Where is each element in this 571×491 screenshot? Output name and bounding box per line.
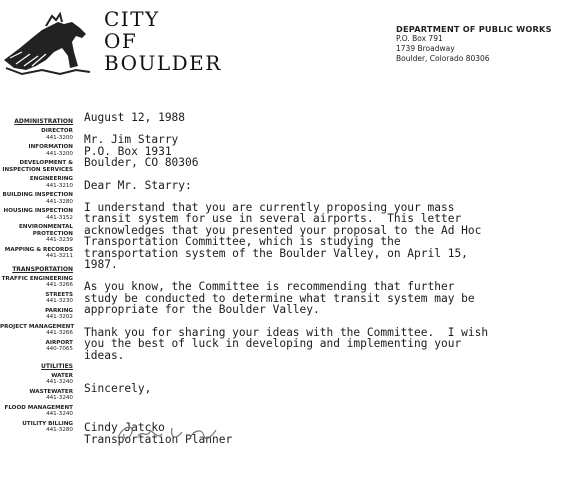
directory-phone: 441-3240 — [46, 395, 73, 401]
directory-phone: 441-3210 — [46, 182, 73, 189]
directory-heading: UTILITIES — [41, 362, 73, 370]
directory-label: ENVIRONMENTAL PROTECTION — [18, 224, 73, 237]
paragraph-line: 1987. — [84, 258, 118, 272]
directory-label: WASTEWATER — [29, 388, 73, 395]
directory-label: INFORMATION — [28, 144, 73, 150]
directory-label: UTILITY BILLING — [22, 420, 73, 427]
closing: Sincerely, — [84, 381, 152, 395]
recipient-line: Mr. Jim Starry — [84, 133, 179, 147]
paragraph-line: I understand that you are currently proposing your mass — [84, 201, 455, 215]
directory-label: ENGINEERING — [29, 176, 73, 182]
letter-date: August 12, 1988 — [84, 111, 186, 124]
address-line: P.O. Box 791 — [396, 34, 443, 43]
city-logo — [2, 8, 94, 80]
city-name-line: BOULDER — [104, 51, 222, 75]
department-address — [396, 24, 552, 64]
department-directory — [0, 118, 73, 437]
salutation: Dear Mr. Starry: — [84, 178, 192, 192]
city-name-line: CITY — [104, 7, 160, 31]
paragraph-line: transit system for use in several airports. This letter — [84, 212, 462, 226]
paragraph — [84, 202, 564, 270]
handwritten-signature — [112, 418, 222, 446]
directory-label: MAPPING & RECORDS — [4, 246, 73, 253]
directory-label: PARKING — [45, 307, 73, 314]
city-name — [104, 8, 222, 74]
paragraph — [84, 281, 564, 315]
paragraph-line: study be conducted to determine what transit system may be — [84, 291, 475, 305]
directory-phone: 441-3200 — [46, 134, 73, 141]
recipient-line: Boulder, CO 80306 — [84, 156, 199, 170]
address-line: Boulder, Colorado 80306 — [396, 54, 490, 63]
paragraph-line: As you know, the Committee is recommending that further — [84, 280, 455, 294]
directory-phone: 441-3152 — [46, 214, 73, 221]
directory-phone: 441-3240 — [46, 411, 73, 417]
directory-phone: 441-3230 — [46, 298, 73, 304]
directory-label: TRAFFIC ENGINEERING — [1, 275, 73, 282]
directory-phone: 441-3211 — [46, 253, 73, 259]
city-name-line: OF — [104, 29, 138, 53]
paragraph-line: acknowledges that you presented your proposal to the Ad Hoc — [84, 223, 482, 237]
letter-body — [84, 112, 564, 445]
directory-label: STREETS — [45, 291, 73, 298]
directory-label: PROJECT MANAGEMENT — [0, 323, 75, 330]
paragraph-line: you the best of luck in developing and implementing your — [84, 337, 462, 351]
signer-title: Transportation Planner — [84, 432, 233, 446]
directory-label: BUILDING INSPECTION — [2, 192, 73, 198]
address-line: 1739 Broadway — [396, 44, 455, 53]
directory-phone: 441-3239 — [46, 237, 73, 243]
directory-phone: 440-7065 — [46, 346, 73, 352]
directory-phone: 441-3240 — [46, 379, 73, 385]
paragraph-line: Thank you for sharing your ideas with the Committee. I wish — [84, 325, 489, 339]
directory-phone: 441-3266 — [46, 330, 73, 336]
directory-label: FLOOD MANAGEMENT — [4, 404, 73, 411]
directory-label: HOUSING INSPECTION — [3, 208, 73, 214]
paragraph-line: ideas. — [84, 348, 125, 362]
directory-heading: ADMINISTRATION — [14, 118, 73, 125]
directory-label: DIRECTOR — [41, 128, 73, 134]
paragraph-line: appropriate for the Boulder Valley. — [84, 303, 320, 317]
paragraph-line: transportation system of the Boulder Valley, on April 15, — [84, 246, 468, 260]
directory-label: WATER — [51, 372, 73, 379]
department-name: DEPARTMENT OF PUBLIC WORKS — [396, 24, 552, 34]
directory-phone: 441-3200 — [46, 150, 73, 157]
directory-label: AIRPORT — [45, 339, 73, 346]
directory-phone: 441-3202 — [46, 314, 73, 320]
paragraph-line: Transportation Committee, which is studying the — [84, 235, 401, 249]
signer-name: Cindy Jatcko — [84, 421, 165, 435]
recipient-line: P.O. Box 1931 — [84, 144, 172, 158]
directory-phone: 441-3280 — [46, 427, 73, 433]
paragraph — [84, 327, 564, 361]
directory-heading: TRANSPORTATION — [12, 265, 73, 273]
directory-phone: 441-3266 — [46, 282, 73, 288]
directory-label: DEVELOPMENT & INSPECTION SERVICES — [2, 160, 73, 173]
directory-phone: 441-3280 — [46, 198, 73, 205]
